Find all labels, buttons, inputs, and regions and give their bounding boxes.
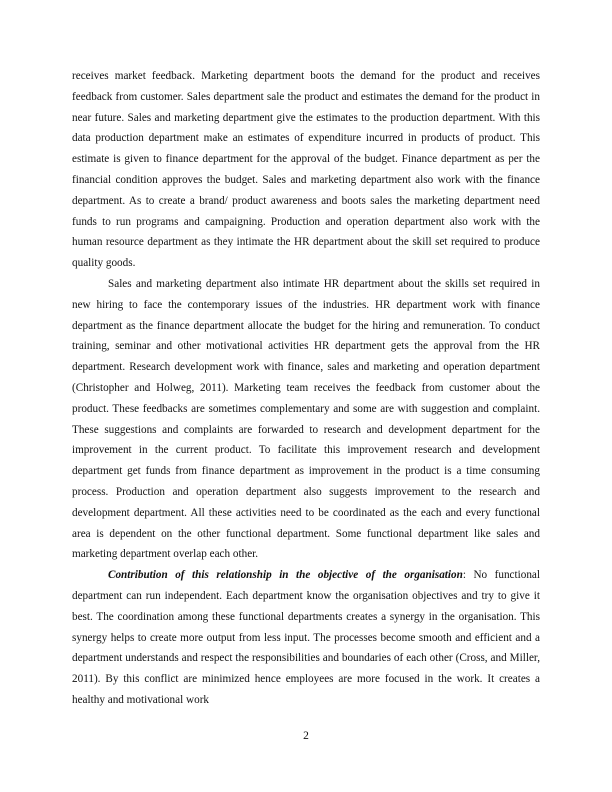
paragraph-2 bbox=[72, 274, 540, 565]
paragraph-3 bbox=[72, 565, 540, 711]
paragraph-1 bbox=[72, 66, 540, 274]
paragraph-3-text: : No functional department can run independent. Each department know the organisation objectives and try to give it best. The coordination among these functional departments creates a synergy in the organisation. This synergy helps to create more output from less input. The processes become smooth and efficient and a department understands and respect the responsibilities and boundaries of each other (Cross, and Miller, 2011). By this conflict are minimized hence employees are more focused in the work. It creates a healthy and motivational work bbox=[72, 569, 540, 706]
body-text bbox=[72, 66, 540, 711]
paragraph-2-text: Sales and marketing department also intimate HR department about the skills set required in new hiring to face the contemporary issues of the industries. HR department work with finance department as the finance department allocate the budget for the hiring and remuneration. To conduct training, seminar and other motivational activities HR department gets the approval from the HR department. Research development work with finance, sales and marketing and operation department (Christopher and Holweg, 2011). Marketing team receives the feedback from customer about the product. These feedbacks are sometimes complementary and some are with suggestion and complaint. These suggestions and complaints are forwarded to research and development department for the improvement in the current product. To facilitate this improvement research and development department get funds from finance department as improvement in the product is a time consuming process. Production and operation department also suggests improvement to the research and development department. All these activities need to be coordinated as the each and every functional area is dependent on the other functional department. Some functional department like sales and marketing department overlap each other. bbox=[72, 277, 540, 561]
page-number: 2 bbox=[303, 730, 309, 742]
paragraph-1-text: receives market feedback. Marketing department boots the demand for the product and receives feedback from customer. Sales department sale the product and estimates the demand for the product in near future. Sales and marketing department give the estimates to the production department. With this data production department make an estimates of expenditure incurred in products of product. This estimate is given to finance department for the approval of the budget. Finance department as per the financial condition approves the budget. Sales and marketing department also work with the finance department. As to create a brand/ product awareness and boots sales the marketing department need funds to run programs and campaigning. Production and operation department also work with the human resource department as they intimate the HR department about the skill set required to produce quality goods. bbox=[72, 70, 540, 270]
paragraph-3-heading: Contribution of this relationship in the objective of the organisation bbox=[108, 569, 463, 582]
